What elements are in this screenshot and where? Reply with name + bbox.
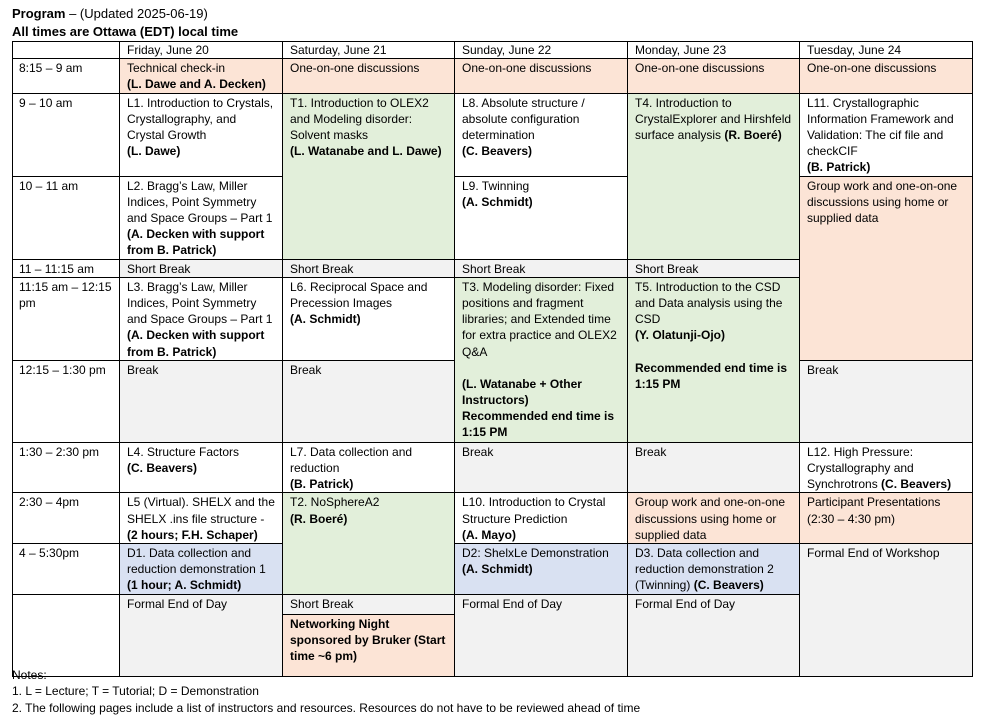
session-cell xyxy=(120,59,283,93)
session-cell xyxy=(455,493,628,544)
break-cell: Formal End of Day xyxy=(120,594,283,676)
time-cell: 8:15 – 9 am xyxy=(13,59,120,93)
break-cell: Short Break xyxy=(283,595,454,615)
time-cell: 12:15 – 1:30 pm xyxy=(13,360,120,442)
session-title: Participant Presentations xyxy=(807,495,941,510)
session-time-range: (2:30 – 4:30 pm) xyxy=(807,511,896,526)
session-presenter: (A. Schmidt) xyxy=(462,194,533,209)
session-title: L4. Structure Factors xyxy=(127,444,240,459)
session-title: T3. Modeling disorder: Fixed positions and fragment libraries; and Extended time for extra practice and OLEX2 Q&A xyxy=(462,279,617,359)
session-title: D2: ShelxLe Demonstration xyxy=(462,546,609,561)
session-cell xyxy=(120,277,283,360)
header-row xyxy=(13,42,973,59)
session-presenter: (A. Schmidt) xyxy=(290,312,361,327)
session-title: L2. Bragg’s Law, Miller Indices, Point Symmetry and Space Groups – Part 1 xyxy=(127,178,273,226)
session-presenter: (L. Watanabe and L. Dawe) xyxy=(290,144,442,159)
schedule-row xyxy=(13,442,973,493)
session-cell: Formal End of Workshop xyxy=(800,544,973,677)
session-cell xyxy=(628,93,800,259)
session-cell xyxy=(120,493,283,544)
session-cell xyxy=(120,544,283,595)
time-cell: 11:15 am – 12:15 pm xyxy=(13,277,120,360)
schedule-row xyxy=(13,93,973,176)
break-cell: Short Break xyxy=(283,259,455,277)
session-cell xyxy=(120,442,283,493)
session-cell xyxy=(283,442,455,493)
break-cell: Formal End of Day xyxy=(455,594,628,676)
session-cell xyxy=(455,93,628,176)
session-title: L6. Reciprocal Space and Precession Images xyxy=(290,279,428,311)
schedule-row xyxy=(13,176,973,259)
schedule-row xyxy=(13,59,973,93)
session-title: T2. NoSphereA2 xyxy=(290,495,380,510)
session-presenter: (B. Patrick) xyxy=(807,160,871,175)
session-cell xyxy=(800,442,973,493)
session-title: Technical check-in xyxy=(127,61,226,76)
schedule-row xyxy=(13,493,973,544)
session-presenter: (R. Boeré) xyxy=(290,511,348,526)
session-title: One-on-one discussions xyxy=(290,61,420,76)
session-cell xyxy=(628,277,800,442)
session-presenter: (Y. Olatunji-Ojo) xyxy=(635,328,725,343)
session-presenter: (L. Dawe and A. Decken) xyxy=(127,77,266,92)
session-title: L3. Bragg’s Law, Miller Indices, Point Symmetry and Space Groups – Part 1 xyxy=(127,279,273,327)
break-cell: Break xyxy=(120,360,283,442)
session-title: T4. Introduction to CrystalExplorer and Hirshfeld surface analysis xyxy=(635,95,792,143)
time-cell: 11 – 11:15 am xyxy=(13,259,120,277)
session-title: One-on-one discussions xyxy=(635,61,765,76)
time-cell: 10 – 11 am xyxy=(13,176,120,259)
day-header: Tuesday, June 24 xyxy=(800,42,973,59)
session-cell xyxy=(120,93,283,176)
session-title: L1. Introduction to Crystals, Crystallography, and Crystal Growth xyxy=(127,95,274,143)
session-title: L10. Introduction to Crystal Structure Prediction xyxy=(462,495,606,526)
break-cell: Short Break xyxy=(628,259,800,277)
title-bold: Program xyxy=(12,6,66,21)
session-cell xyxy=(455,176,628,259)
session-cell xyxy=(283,493,455,594)
break-cell: Break xyxy=(283,360,455,442)
page-subtitle: All times are Ottawa (EDT) local time xyxy=(12,24,239,39)
session-title: L7. Data collection and reduction xyxy=(290,444,413,476)
time-cell: 9 – 10 am xyxy=(13,93,120,176)
session-presenter: (2 hours; F.H. Schaper) xyxy=(127,527,258,542)
session-cell xyxy=(283,93,455,259)
session-presenter: (C. Beavers) xyxy=(127,461,198,476)
break-cell: Formal End of Day xyxy=(628,594,800,676)
session-presenter: (C. Beavers) xyxy=(462,144,533,159)
page-title xyxy=(12,6,208,22)
title-updated: – (Updated 2025-06-19) xyxy=(65,6,208,21)
session-cell xyxy=(628,59,800,93)
day-header: Sunday, June 22 xyxy=(455,42,628,59)
session-title: L9. Twinning xyxy=(462,178,530,193)
day-header: Monday, June 23 xyxy=(628,42,800,59)
time-cell: 1:30 – 2:30 pm xyxy=(13,442,120,493)
session-cell xyxy=(455,544,628,595)
session-title: One-on-one discussions xyxy=(462,61,592,76)
session-note: Recommended end time is 1:15 PM xyxy=(462,409,615,440)
corner-cell xyxy=(13,42,120,59)
session-title: L11. Crystallographic Information Framework and Validation: The cif file and checkCIF xyxy=(807,95,954,159)
break-cell: Short Break xyxy=(455,259,628,277)
note-item: 2. The following pages include a list of instructors and resources. Resources do not have to be reviewed ahead of time xyxy=(12,701,641,715)
session-cell xyxy=(800,93,973,176)
session-cell xyxy=(628,544,800,595)
session-cell xyxy=(283,594,455,676)
session-presenter: (A. Schmidt) xyxy=(462,562,533,577)
session-title: L5 (Virtual). SHELX and the SHELX .ins file structure - xyxy=(127,495,275,526)
session-presenter: (R. Boeré) xyxy=(724,128,782,143)
session-presenter: (L. Dawe) xyxy=(127,144,181,159)
session-presenter: (C. Beavers) xyxy=(881,477,952,492)
networking-night: Networking Night sponsored by Bruker (Start time ~6 pm) xyxy=(283,615,454,676)
session-cell xyxy=(283,277,455,360)
notes-heading: Notes: xyxy=(12,668,47,682)
session-presenter: (A. Mayo) xyxy=(462,527,516,542)
time-cell: 2:30 – 4pm xyxy=(13,493,120,544)
session-title: L8. Absolute structure / absolute configuration determination xyxy=(462,95,585,143)
session-title: L12. High Pressure: Crystallography and Synchrotrons xyxy=(807,444,914,492)
break-cell: Break xyxy=(800,360,973,442)
session-note: Recommended end time is 1:15 PM xyxy=(635,360,788,391)
schedule-row xyxy=(13,544,973,595)
time-cell xyxy=(13,594,120,676)
session-cell xyxy=(628,493,800,544)
day-header: Friday, June 20 xyxy=(120,42,283,59)
break-cell: Break xyxy=(455,442,628,493)
break-cell: Short Break xyxy=(120,259,283,277)
day-header: Saturday, June 21 xyxy=(283,42,455,59)
session-presenter: (C. Beavers) xyxy=(693,578,764,593)
session-cell xyxy=(800,176,973,360)
session-cell xyxy=(120,176,283,259)
session-cell xyxy=(455,277,628,442)
session-presenter: (1 hour; A. Schmidt) xyxy=(127,578,242,593)
session-cell xyxy=(800,493,973,544)
note-item: 1. L = Lecture; T = Tutorial; D = Demonstration xyxy=(12,684,259,698)
schedule-table xyxy=(12,41,973,677)
session-title: D3. Data collection and reduction demonstration 2 (Twinning) xyxy=(635,546,774,593)
session-presenter: (L. Watanabe + Other Instructors) xyxy=(462,376,582,408)
session-cell xyxy=(455,59,628,93)
break-cell: Break xyxy=(628,442,800,493)
session-cell xyxy=(283,59,455,93)
session-title: T1. Introduction to OLEX2 and Modeling disorder: Solvent masks xyxy=(290,95,429,143)
session-title: Group work and one-on-one discussions using home or supplied data xyxy=(807,178,958,226)
session-title: D1. Data collection and reduction demonstration 1 xyxy=(127,546,266,577)
session-title: Group work and one-on-one discussions using home or supplied data xyxy=(635,495,786,542)
session-presenter: (B. Patrick) xyxy=(290,477,354,492)
session-cell xyxy=(800,59,973,93)
time-cell: 4 – 5:30pm xyxy=(13,544,120,595)
session-presenter: (A. Decken with support from B. Patrick) xyxy=(127,328,265,359)
session-title: T5. Introduction to the CSD and Data analysis using the CSD xyxy=(635,279,783,327)
session-title: One-on-one discussions xyxy=(807,61,937,76)
session-presenter: (A. Decken with support from B. Patrick) xyxy=(127,227,265,258)
